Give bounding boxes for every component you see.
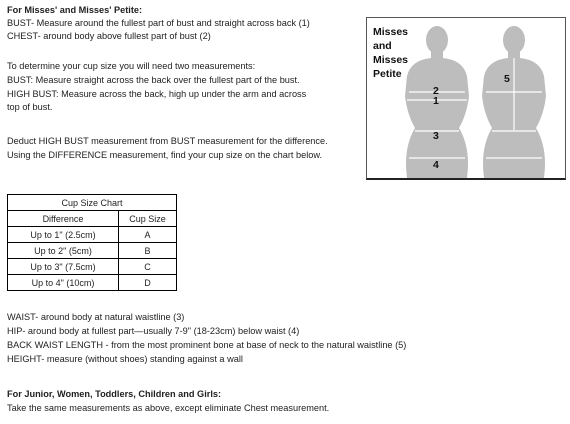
- bust-measure-instruction: BUST: Measure straight across the back over the fullest part of the bust.: [7, 75, 300, 85]
- chest-marker-number: 2: [433, 85, 439, 97]
- bust-marker-number: 1: [433, 95, 439, 107]
- figure-label-line: Misses: [373, 26, 409, 38]
- difference-header: Difference: [8, 211, 119, 227]
- cup-size-cell: C: [119, 259, 177, 275]
- cup-intro: To determine your cup size you will need two measurements:: [7, 61, 256, 71]
- table-row: [8, 275, 177, 291]
- cup-size-cell: D: [119, 275, 177, 291]
- waist-definition: WAIST- around body at natural waistline (3): [7, 312, 185, 322]
- hip-definition: HIP- around body at fullest part—usually 7-9" (18-23cm) below waist (4): [7, 326, 300, 336]
- table-row: [8, 227, 177, 243]
- hip-marker-number: 4: [433, 159, 439, 171]
- back-dress-form: [482, 26, 546, 178]
- deduct-instruction: Deduct HIGH BUST measurement from BUST measurement for the difference.: [7, 136, 328, 146]
- difference-cell: Up to 3" (7.5cm): [8, 259, 119, 275]
- difference-instruction: Using the DIFFERENCE measurement, find your cup size on the chart below.: [7, 150, 323, 160]
- bust-definition: BUST- Measure around the fullest part of bust and straight across back (1): [7, 18, 310, 28]
- cup-size-cell: B: [119, 243, 177, 259]
- figure-label-line: and: [373, 40, 392, 52]
- junior-instruction: Take the same measurements as above, except eliminate Chest measurement.: [7, 403, 330, 413]
- highbust-measure-instruction: HIGH BUST: Measure across the back, high up under the arm and across: [7, 89, 307, 99]
- highbust-measure-continuation: top of bust.: [7, 102, 53, 112]
- table-row: [8, 259, 177, 275]
- figure-label-line: Petite: [373, 68, 402, 80]
- dress-forms-illustration: [367, 18, 565, 178]
- junior-heading: For Junior, Women, Toddlers, Children and Girls:: [7, 389, 222, 399]
- chest-definition: CHEST- around body above fullest part of bust (2): [7, 31, 211, 41]
- cup-chart-title-row: [8, 195, 177, 211]
- difference-cell: Up to 4" (10cm): [8, 275, 119, 291]
- difference-cell: Up to 1" (2.5cm): [8, 227, 119, 243]
- measurement-diagram: [366, 17, 566, 180]
- cup-chart-header-row: [8, 211, 177, 227]
- misses-heading: For Misses' and Misses' Petite:: [7, 5, 143, 15]
- back-waist-marker-number: 5: [504, 73, 510, 85]
- figure-label-line: Misses: [373, 54, 409, 66]
- difference-cell: Up to 2" (5cm): [8, 243, 119, 259]
- height-definition: HEIGHT- measure (without shoes) standing against a wall: [7, 354, 243, 364]
- cup-chart-title: Cup Size Chart: [8, 195, 177, 211]
- table-row: [8, 243, 177, 259]
- back-waist-length-definition: BACK WAIST LENGTH - from the most prominent bone at base of neck to the natural waistline (5): [7, 340, 407, 350]
- cup-size-cell: A: [119, 227, 177, 243]
- cup-size-chart: [7, 194, 177, 291]
- cup-size-header: Cup Size: [119, 211, 177, 227]
- waist-marker-number: 3: [433, 130, 439, 142]
